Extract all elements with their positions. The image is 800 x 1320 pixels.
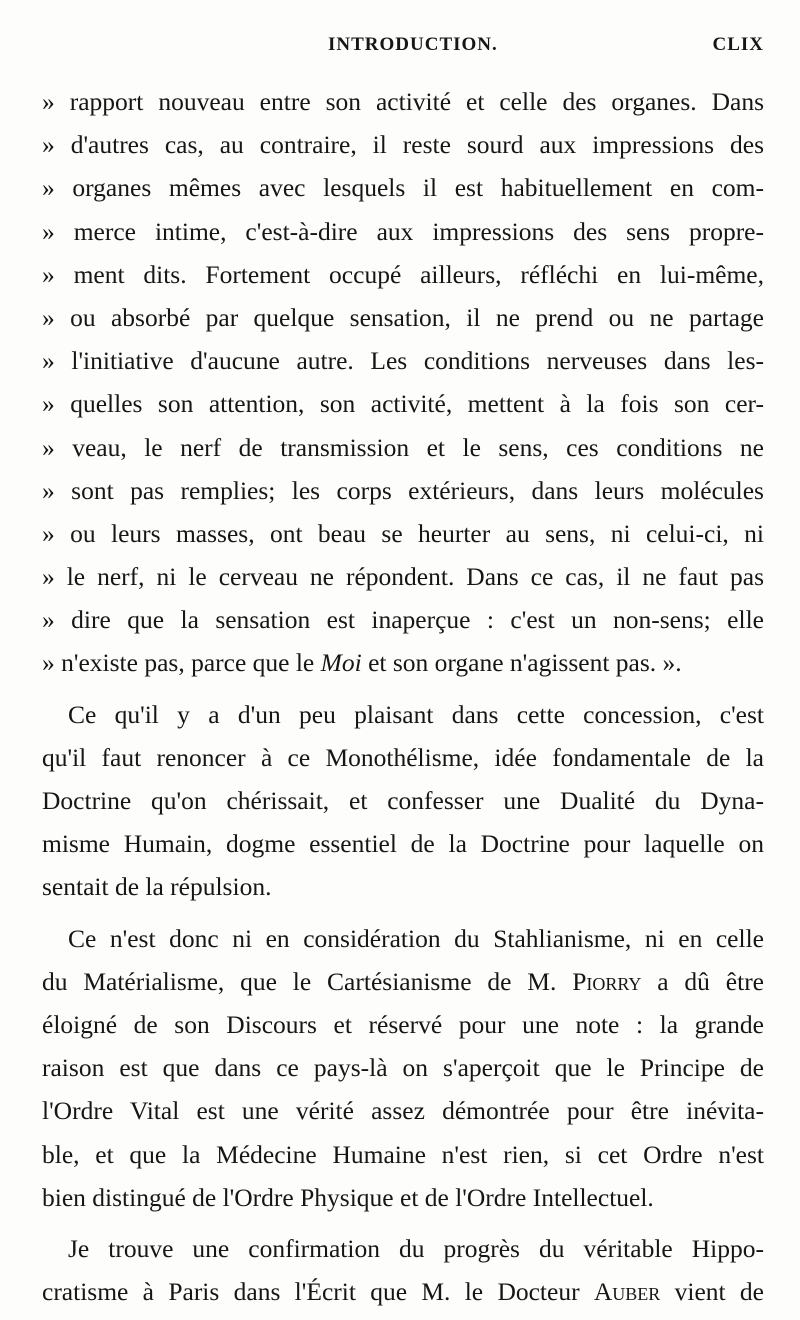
italic-term: Moi	[320, 648, 362, 678]
text-run: vient de	[660, 1277, 764, 1307]
text-run: a dû être	[641, 966, 765, 996]
text-line: » quelles son attention, son activité, mettent à la fois son cer-	[42, 389, 764, 419]
text-line: » veau, le nerf de transmission et le sens, ces conditions ne	[42, 432, 764, 462]
text-run: » n'existe pas, parce que le	[42, 648, 321, 678]
text-line: éloigné de son Discours et réservé pour une note : la grande	[42, 1009, 764, 1039]
quoted-passage	[42, 80, 764, 685]
author-name: Auber	[593, 1277, 661, 1307]
text-line: » ou leurs masses, ont beau se heurter au sens, ni celui-ci, ni	[42, 518, 764, 548]
text-line: sentait de la répulsion.	[42, 872, 272, 902]
text-line: l'Ordre Vital est une vérité assez démontrée pour être inévita-	[42, 1096, 764, 1126]
text-line: Ce qu'il y a d'un peu plaisant dans cette concession, c'est	[68, 699, 764, 729]
paragraph	[42, 1227, 764, 1313]
text-line: Je trouve une confirmation du progrès du véritable Hippo-	[68, 1233, 764, 1263]
page-number: CLIX	[712, 34, 764, 55]
text-line	[42, 641, 764, 684]
text-line: Ce n'est donc ni en considération du Stahlianisme, ni en celle	[68, 923, 764, 953]
text-line: qu'il faut renoncer à ce Monothélisme, idée fondamentale de la	[42, 742, 764, 772]
text-line: » merce intime, c'est-à-dire aux impressions des sens propre-	[42, 216, 764, 246]
page-header	[0, 30, 800, 64]
paragraph	[42, 917, 764, 1219]
text-run: cratisme à Paris dans l'Écrit que M. le Docteur	[42, 1277, 594, 1307]
text-line	[42, 1270, 764, 1313]
running-head: INTRODUCTION.	[328, 34, 498, 55]
text-run: et son organe n'agissent pas. ».	[361, 648, 682, 678]
page-body	[42, 80, 764, 1313]
author-name: Piorry	[572, 966, 642, 996]
text-run: du Matérialisme, que le Cartésianisme de M.	[42, 966, 573, 996]
text-line: » rapport nouveau entre son activité et celle des organes. Dans	[42, 87, 764, 116]
paragraph	[42, 693, 764, 909]
text-line: » sont pas remplies; les corps extérieurs, dans leurs molécules	[42, 475, 764, 505]
text-line: » ou absorbé par quelque sensation, il ne prend ou ne partage	[42, 302, 764, 332]
text-line: » dire que la sensation est inaperçue : c'est un non-sens; elle	[42, 605, 764, 635]
text-line: misme Humain, dogme essentiel de la Doctrine pour laquelle on	[42, 829, 764, 859]
text-line: » l'initiative d'aucune autre. Les conditions nerveuses dans les-	[42, 346, 764, 376]
text-line: Doctrine qu'on chérissait, et confesser une Dualité du Dyna-	[42, 786, 764, 815]
text-line: raison est que dans ce pays-là on s'aperçoit que le Principe de	[42, 1053, 764, 1083]
text-line: » le nerf, ni le cerveau ne répondent. Dans ce cas, il ne faut pas	[42, 562, 764, 592]
text-line: » organes mêmes avec lesquels il est habituellement en com-	[42, 173, 764, 203]
text-line: ble, et que la Médecine Humaine n'est rien, si cet Ordre n'est	[42, 1139, 764, 1169]
text-line: bien distingué de l'Ordre Physique et de l'Ordre Intellectuel.	[42, 1182, 654, 1212]
text-line	[42, 960, 764, 1003]
text-line: » ment dits. Fortement occupé ailleurs, réfléchi en lui-même,	[42, 259, 764, 289]
text-line: » d'autres cas, au contraire, il reste sourd aux impressions des	[42, 130, 764, 160]
